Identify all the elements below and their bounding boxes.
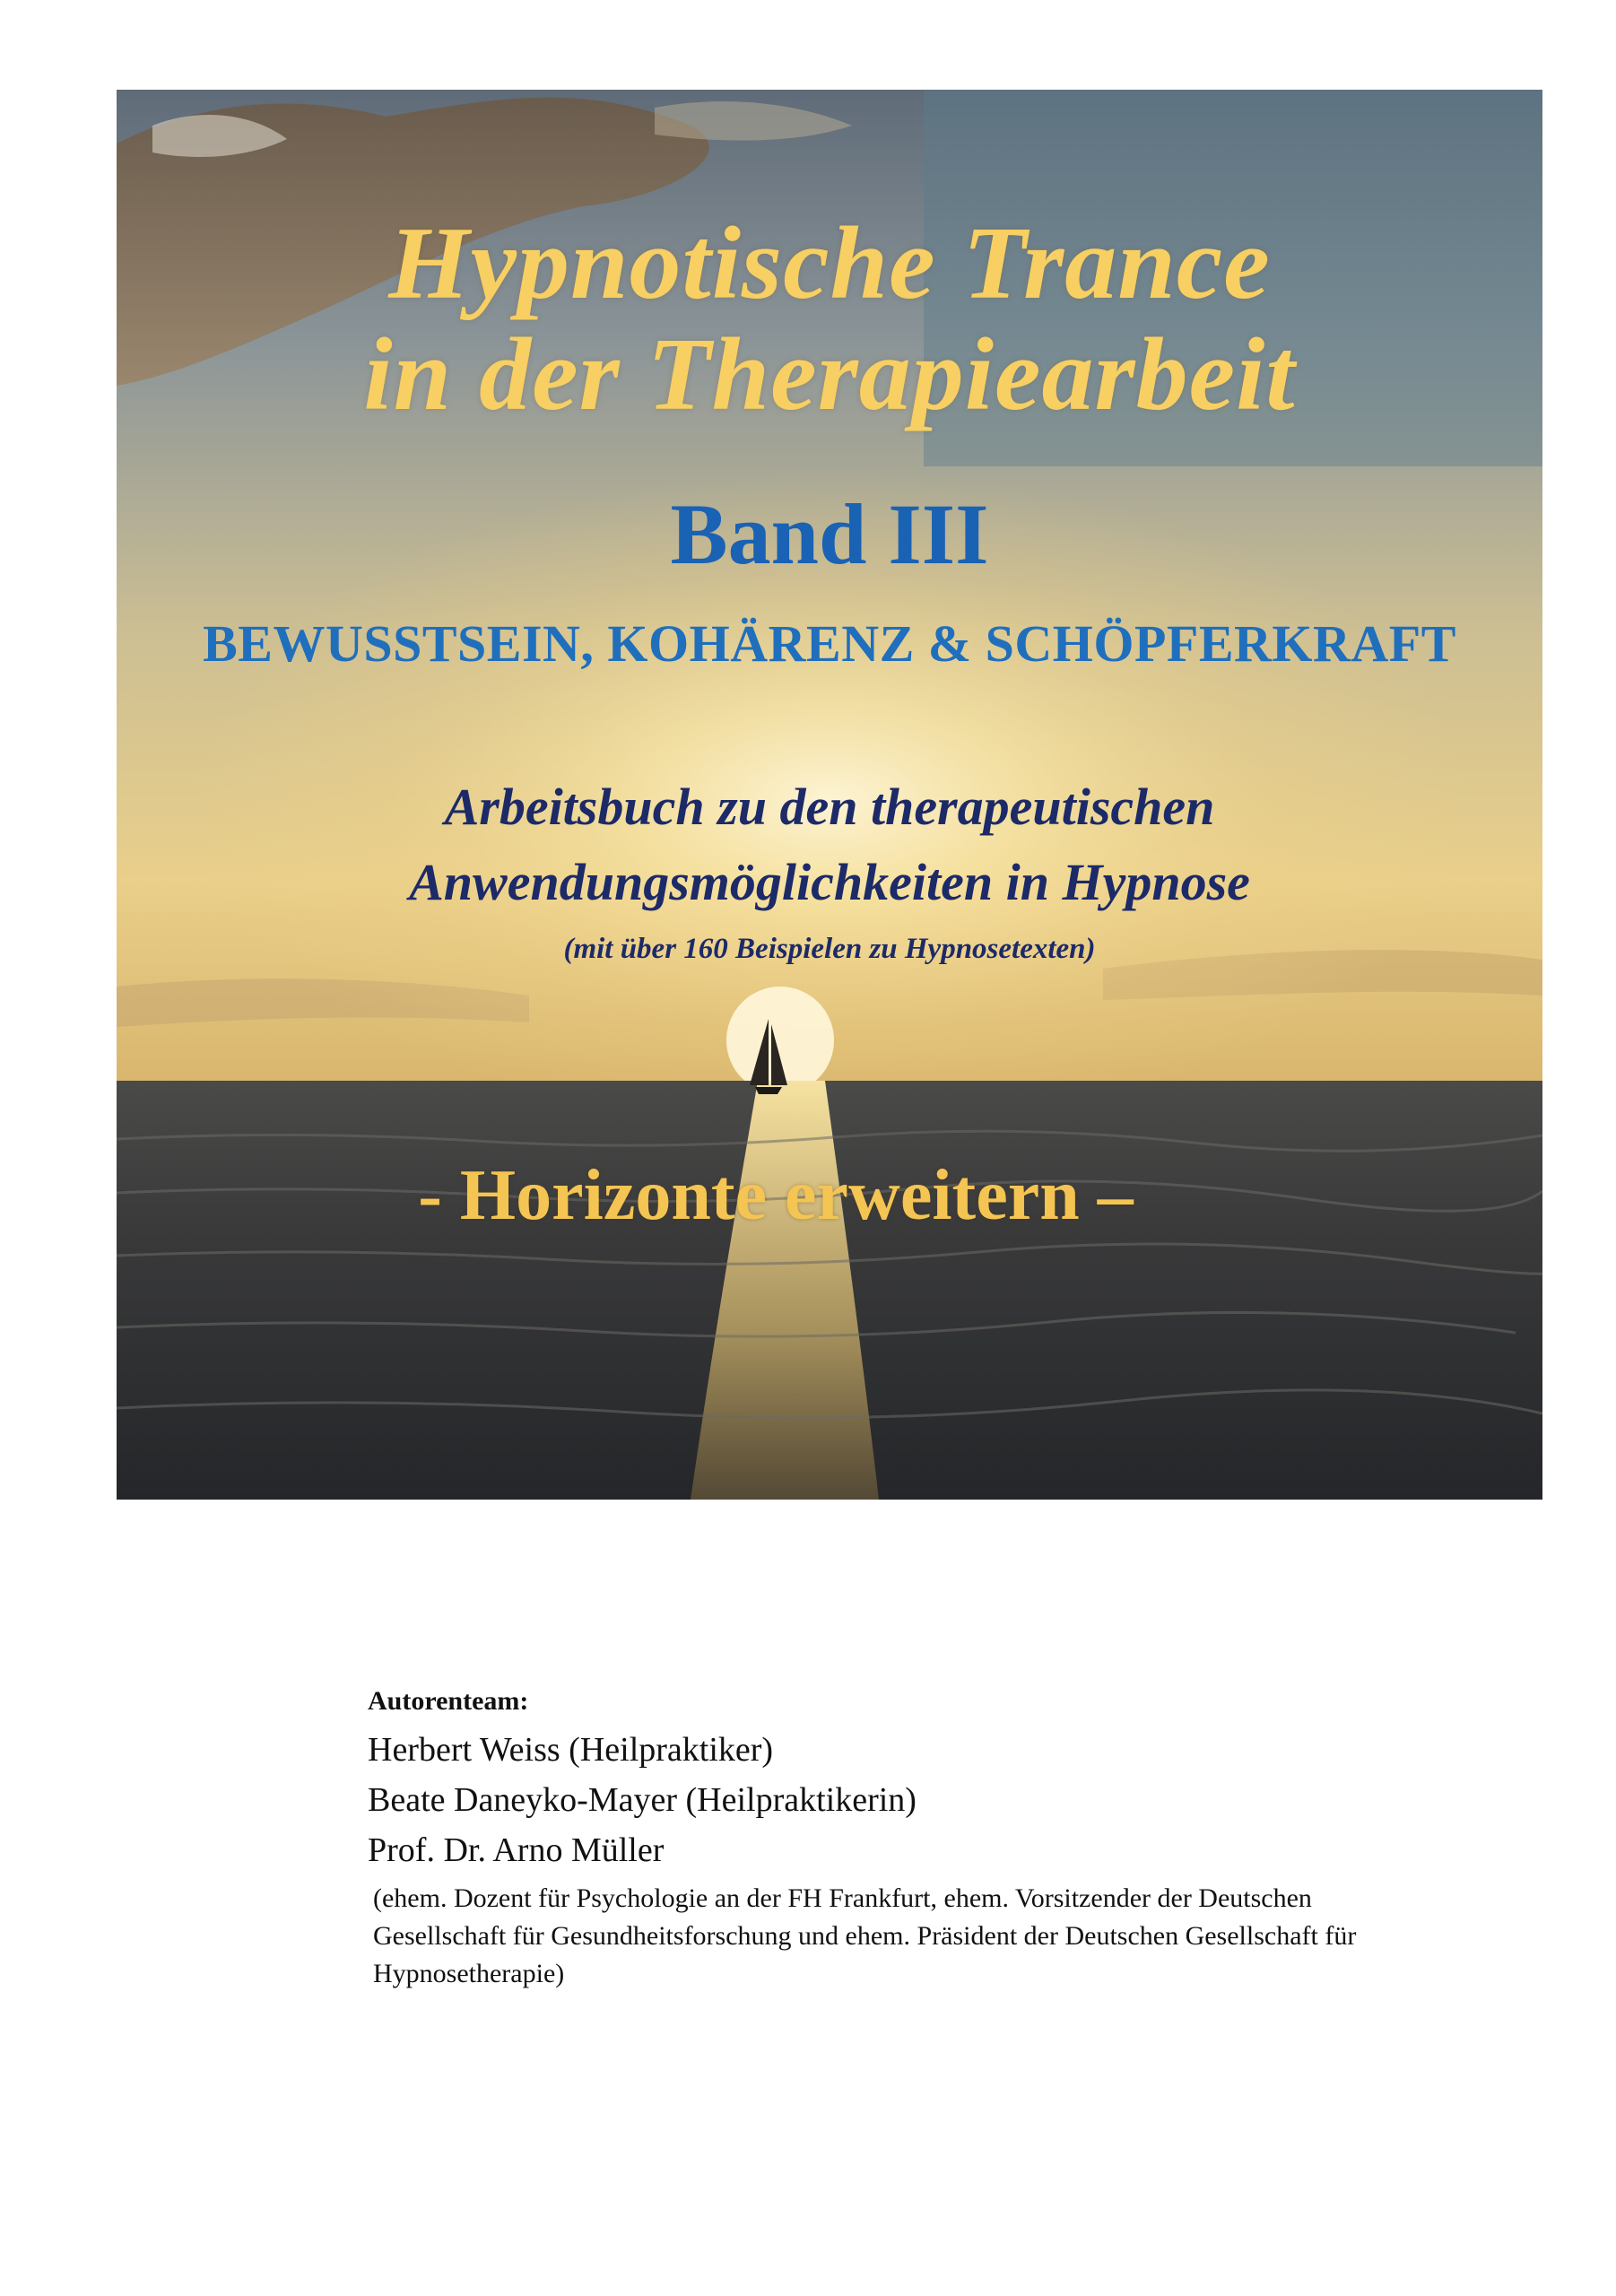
author-name: Prof. Dr. Arno Müller	[368, 1831, 665, 1869]
author-credentials-note: (ehem. Dozent für Psychologie an der FH Frankfurt, ehem. Vorsitzender der Deutschen Gesellschaft für Gesundheitsforschung und ehem. Präsident der Deutschen Gesellschaft für Hypnosetherapie)	[373, 1883, 1357, 1988]
author-name: Beate Daneyko-Mayer (Heilpraktikerin)	[368, 1781, 917, 1819]
cover-subtitle: BEWUSSTSEIN, KOHÄRENZ & SCHÖPFERKRAFT	[203, 614, 1456, 673]
description-line-1: Arbeitsbuch zu den therapeutischen	[444, 778, 1215, 836]
author-section	[368, 1686, 1444, 1993]
cover-image	[117, 90, 1542, 1500]
description-note: (mit über 160 Beispielen zu Hypnosetexten)	[563, 933, 1096, 965]
author-name: Herbert Weiss (Heilpraktiker)	[368, 1731, 774, 1769]
cover-title-line-1: Hypnotische Trance	[388, 206, 1271, 321]
volume-label: Band III	[670, 486, 989, 582]
authors-heading: Autorenteam:	[368, 1686, 529, 1716]
cover-title-line-2: in der Therapiearbeit	[363, 317, 1296, 432]
description-line-2: Anwendungsmöglichkeiten in Hypnose	[409, 853, 1250, 911]
cover-tagline: - Horizonte erweitern –	[418, 1156, 1134, 1235]
